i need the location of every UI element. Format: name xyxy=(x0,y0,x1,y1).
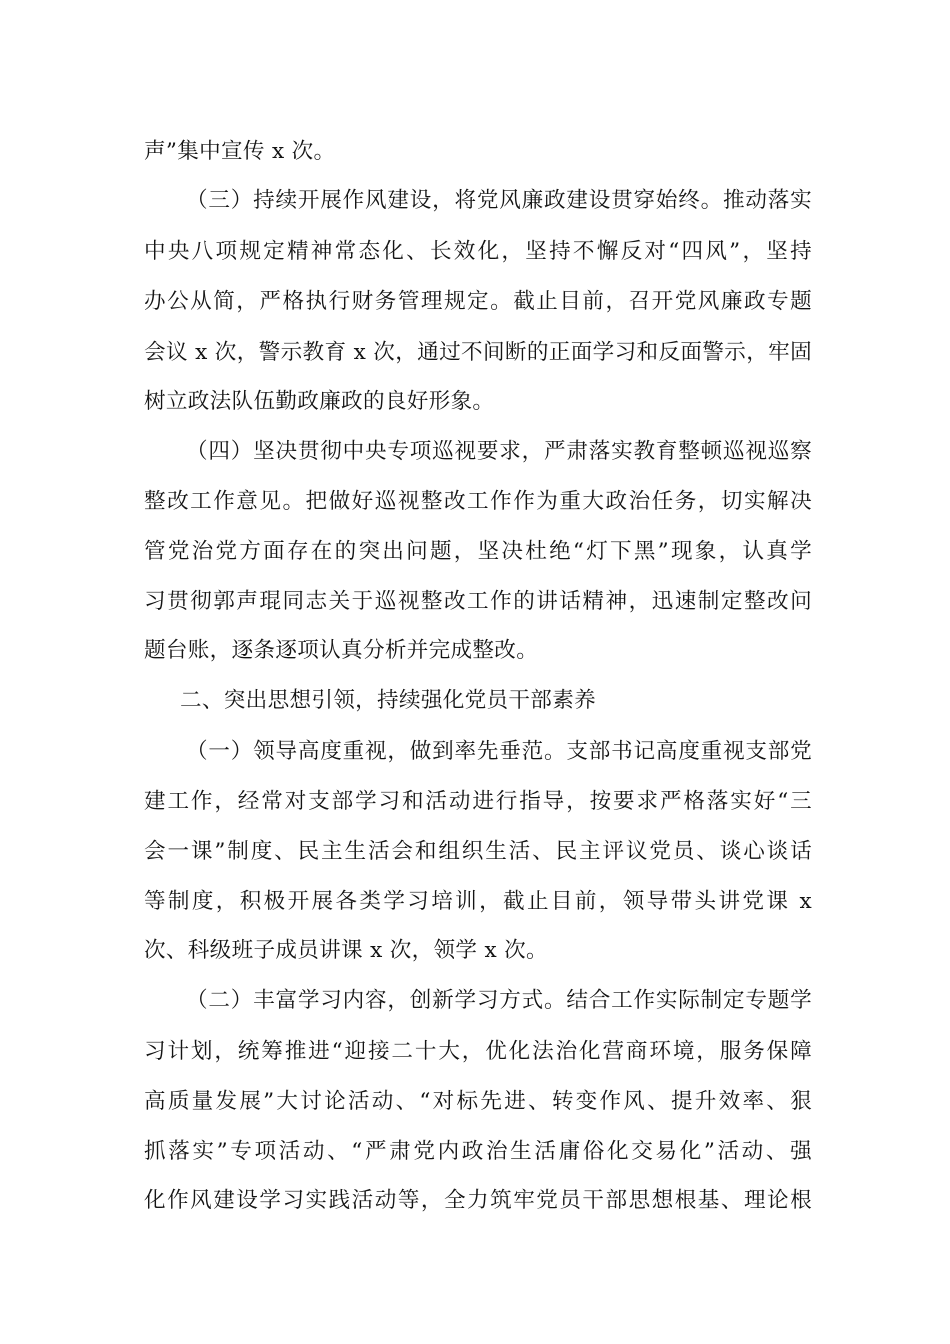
text-line: 化作风建设学习实践活动等，全力筑牢党员干部思想根基、理论根 xyxy=(144,1188,812,1213)
text-line: 习计划，统筹推进“迎接二十大，优化法治化营商环境，服务保障 xyxy=(144,1039,812,1064)
text-line: 抓落实”专项活动、“严肃党内政治生活庸俗化交易化”活动、强 xyxy=(144,1139,812,1164)
text-line: 高质量发展”大讨论活动、“对标先进、转变作风、提升效率、狠 xyxy=(144,1089,812,1114)
text-line: 管党治党方面存在的突出问题，坚决杜绝“灯下黑”现象，认真学 xyxy=(144,539,812,564)
text-line: 整改工作意见。把做好巡视整改工作作为重大政治任务，切实解决 xyxy=(144,489,812,514)
text-line: 次、科级班子成员讲课 x 次，领学 x 次。 xyxy=(144,938,548,963)
section-heading: 二、突出思想引领，持续强化党员干部素养 xyxy=(180,688,596,713)
text-line: 习贯彻郭声琨同志关于巡视整改工作的讲话精神，迅速制定整改问 xyxy=(144,589,812,614)
text-line: 等制度，积极开展各类学习培训，截止目前，领导带头讲党课 x xyxy=(144,889,812,914)
text-line: 办公从简，严格执行财务管理规定。截止目前，召开党风廉政专题 xyxy=(144,289,812,314)
paragraph-first-line: （四）坚决贯彻中央专项巡视要求，严肃落实教育整顿巡视巡察 xyxy=(186,439,812,464)
text-line: 会议 x 次，警示教育 x 次，通过不间断的正面学习和反面警示，牢固 xyxy=(144,340,812,365)
text-line: 建工作，经常对支部学习和活动进行指导，按要求严格落实好“三 xyxy=(144,789,812,814)
text-line: 会一课”制度、民主生活会和组织生活、民主评议党员、谈心谈话 xyxy=(144,839,812,864)
paragraph-first-line: （二）丰富学习内容，创新学习方式。结合工作实际制定专题学 xyxy=(186,988,812,1013)
paragraph-first-line: （一）领导高度重视，做到率先垂范。支部书记高度重视支部党 xyxy=(186,739,812,764)
text-line: 题台账，逐条逐项认真分析并完成整改。 xyxy=(144,638,539,663)
text-line: 声”集中宣传 x 次。 xyxy=(144,139,336,164)
text-line: 中央八项规定精神常态化、长效化，坚持不懈反对“四风”，坚持 xyxy=(144,239,812,264)
text-line: 树立政法队伍勤政廉政的良好形象。 xyxy=(144,389,495,414)
paragraph-first-line: （三）持续开展作风建设，将党风廉政建设贯穿始终。推动落实 xyxy=(186,188,812,213)
